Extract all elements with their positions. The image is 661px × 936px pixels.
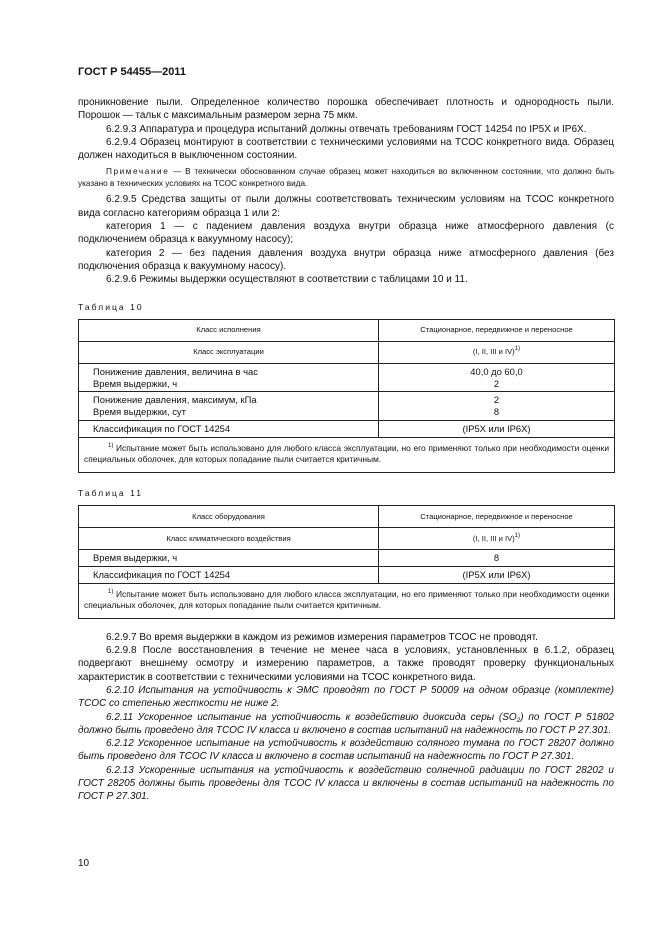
table-row — [79, 506, 615, 528]
note-label: Примечание — [106, 167, 170, 177]
table-11-caption: Таблица 11 — [78, 487, 144, 498]
table-header-cell: Класс климатического воздействия — [79, 528, 379, 550]
table-row — [79, 341, 615, 363]
table-header-cell: Класс оборудования — [79, 506, 379, 528]
paragraph-6-2-9-7: 6.2.9.7 Во время выдержки в каждом из режимов измерения параметров ТСОС не проводят. — [106, 631, 538, 643]
paragraph-6-2-12: 6.2.12 Ускоренное испытание на устойчивость к воздействию соляного тумана по ГОСТ 28207 должно быть проведено для ТСОС IV класса и включено в состав испытаний на надежность по ГОСТ Р 27.301. — [78, 738, 614, 763]
paragraph-6-2-10: 6.2.10 Испытания на устойчивость к ЭМС проводят по ГОСТ Р 50009 на одном образце (комплекте) ТСОС со степенью жесткости не ниже 2. — [78, 684, 614, 710]
table-cell: Время выдержки, ч — [79, 550, 379, 567]
table-cell: 40,0 до 60,0 2 — [379, 363, 615, 392]
table-header-cell: Класс исполнения — [79, 319, 379, 341]
paragraph-6-2-9-4: 6.2.9.4 Образец монтируют в соответствии с техническими условиями на ТСОС конкретного вида. Образец должен находиться в выключенном состоянии. — [78, 136, 614, 162]
table-row — [79, 566, 615, 583]
paragraph-6-2-13: 6.2.13 Ускоренные испытания на устойчивость к воздействию солнечной радиации по ГОСТ 28202 и ГОСТ 28205 должны быть проведены для ТСОС IV класса и включены в состав испытаний на надежность по ГОСТ Р 27.301. — [78, 764, 614, 803]
table-10 — [78, 319, 615, 473]
table-cell: Классификация по ГОСТ 14254 — [79, 566, 379, 583]
table-row — [79, 583, 615, 618]
note-text: — В технически обоснованном случае образец может находиться во включенном состоянии, что должно быть указано в технических условиях на ТСОС конкретного вида. — [78, 167, 614, 188]
paragraph: проникновение пыли. Определенное количество порошка обеспечивает плотность и однородность пыли. Порошок — тальк с максимальным размером зерна 75 мкм. — [78, 97, 614, 122]
category-1: категория 1 — с падением давления воздуха внутри образца ниже атмосферного давления (с подключением образца к вакуумному насосу); — [78, 221, 614, 246]
table-header-cell: (I, II, III и IV)$^{1)}$ — [379, 528, 615, 550]
table-cell: Понижение давления, величина в час Время выдержки, ч — [79, 363, 379, 392]
table-row — [79, 528, 615, 550]
table-cell: (IP5X или IP6X) — [379, 566, 615, 583]
table-cell: 8 — [379, 550, 615, 567]
table-row — [79, 550, 615, 567]
page-number: 10 — [78, 858, 90, 869]
table-cell: 2 8 — [379, 392, 615, 421]
table-10-caption: Таблица 10 — [78, 301, 144, 312]
table-header-cell: Стационарное, передвижное и переносное — [379, 319, 615, 341]
table-row — [79, 319, 615, 341]
paragraph-6-2-9-8: 6.2.9.8 После восстановления в течение не менее часа в условиях, установленных в 6.1.2, образец подвергают внешнему осмотру и измерению параметров, а также проводят проверку функциональных характеристик в соответствии с техническими условиями на ТСОС конкретного вида. — [78, 645, 614, 683]
paragraph-6-2-9-3: 6.2.9.3 Аппаратура и процедура испытаний должны отвечать требованиям ГОСТ 14254 по IP5X и IP6X. — [106, 123, 587, 135]
table-header-cell: (I, II, III и IV)$^{1)}$ — [379, 341, 615, 363]
paragraph-6-2-11: 6.2.11 Ускоренное испытание на устойчивость к воздействию диоксида серы $(SO_2)$ по ГОСТ Р 51802 должно быть проведено для ТСОС IV класса и включено в состав испытаний на надежность по ГОСТ Р 27.301. — [78, 711, 614, 736]
table-cell: Классификация по ГОСТ 14254 — [79, 421, 379, 438]
table-row — [79, 392, 615, 421]
table-header-cell: Стационарное, передвижное и переносное — [379, 506, 615, 528]
paragraph-6-2-9-6: 6.2.9.6 Режимы выдержки осуществляют в соответствии с таблицами 10 и 11. — [106, 274, 468, 286]
table-11 — [78, 505, 615, 619]
table-cell: (IP5X или IP6X) — [379, 421, 615, 438]
table-row — [79, 437, 615, 472]
table-row — [79, 363, 615, 392]
standard-header: ГОСТ Р 54455—2011 — [78, 66, 186, 78]
table-cell: Понижение давления, максимум, кПа Время выдержки, сут — [79, 392, 379, 421]
table-header-cell: Класс эксплуатации — [79, 341, 379, 363]
note — [78, 166, 614, 189]
category-2: категория 2 — без падения давления воздуха внутри образца ниже атмосферного давления (без подключения образца к вакуумному насосу). — [78, 247, 614, 272]
paragraph-6-2-9-5: 6.2.9.5 Средства защиты от пыли должны соответствовать техническим условиям на ТСОС конкретного вида согласно категориям образца 1 или 2: — [78, 194, 614, 219]
document-body — [78, 96, 614, 804]
table-footnote: $^{1)}$ Испытание может быть использовано для любого класса эксплуатации, но его применяют только при необходимости оценки специальных оболочек, для которых попадание пыли считается критичным. — [79, 583, 615, 618]
table-footnote: $^{1)}$ Испытание может быть использовано для любого класса эксплуатации, но его применяют только при необходимости оценки специальных оболочек, для которых попадание пыли считается критичным. — [79, 437, 615, 472]
table-row — [79, 421, 615, 438]
